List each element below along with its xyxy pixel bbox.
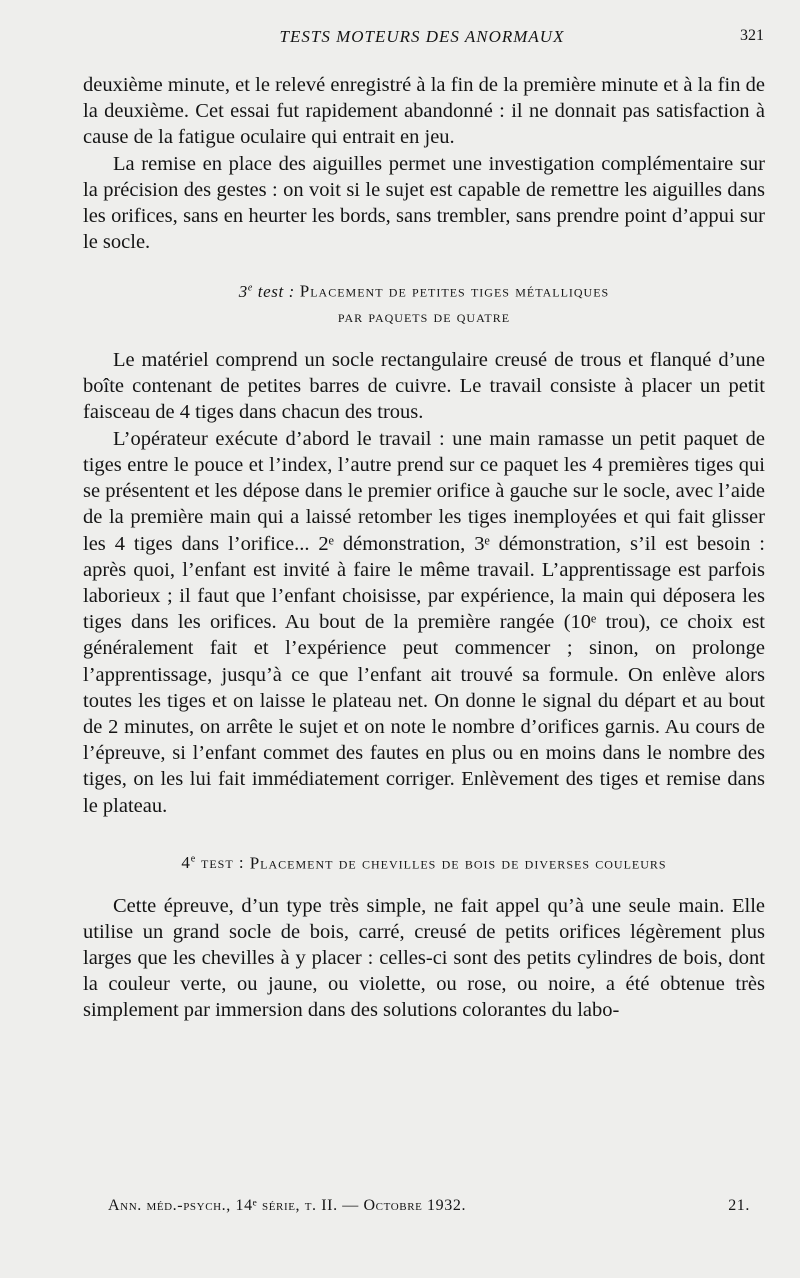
section-title-line1: Placement de petites tiges métalliques (299, 282, 610, 302)
running-title: TESTS MOTEURS DES ANORMAUX (279, 27, 565, 46)
section-heading-test-4 (83, 847, 765, 877)
page-header (80, 27, 764, 53)
page-number: 321 (740, 27, 764, 44)
body-text (83, 72, 765, 1024)
paragraph: La remise en place des aiguilles permet une investigation complémentaire sur la précision des gestes : on voit si le sujet est capable de remettre les aiguilles dans les orifices, sans en heurter les bords, sans trembler, sans prendre point d’appui sur le socle. (83, 152, 765, 254)
section-number: 3e test : (238, 282, 295, 302)
journal-reference: Ann. méd.-psych., 14ᵉ série, t. II. — Octobre 1932. (108, 1197, 467, 1214)
section-number: 4e test : (181, 853, 245, 873)
paragraph: Le matériel comprend un socle rectangulaire creusé de trous et flanqué d’une boîte contenant de petites barres de cuivre. Le travail consiste à placer un petit faisceau de 4 tiges dans chacun des trous. (83, 349, 765, 424)
page-footer (108, 1197, 750, 1221)
paragraph: L’opérateur exécute d’abord le travail : une main ramasse un petit paquet de tiges entre le pouce et l’index, l’autre prend sur ce paquet les 4 premières tiges qui se présentent et les dépose dans le premier orifice à gauche sur le socle, avec l’aide de la première main qui a laissé retomber les tiges inemployées et qui fait glisser les 4 tiges dans l’orifice... 2ᵉ démonstration, 3ᵉ démonstration, s’il est besoin : après quoi, l’enfant est invité à faire le même travail. L’apprentissage est parfois laborieux ; il faut que l’enfant choisisse, par expérience, la main qui déposera les tiges dans les orifices. Au bout de la première rangée (10ᵉ trou), ce choix est généralement fait et l’expérience peut commencer ; sinon, on prolonge l’apprentissage, jusqu’à ce que l’enfant ait trouvé sa formule. On enlève alors toutes les tiges et on laisse le plateau net. On donne le signal du départ et au bout de 2 minutes, on arrête le sujet et on note le nombre d’orifices garnis. Au cours de l’épreuve, si l’enfant commet des fautes en plus ou en moins dans le nombre des tiges, on les lui fait immédiatement corriger. Enlèvement des tiges et remise dans le plateau. (83, 427, 765, 817)
paragraph: deuxième minute, et le relevé enregistré à la fin de la première minute et à la fin de la deuxième. Cet essai fut rapidement abandonné : il ne donnait pas satisfaction à cause de la fatigue oculaire qui entrait en jeu. (83, 74, 765, 149)
signature-mark: 21. (728, 1197, 750, 1214)
section-title: Placement de chevilles de bois de diverses couleurs (249, 853, 667, 873)
section-heading-test-3 (83, 275, 765, 329)
paragraph: Cette épreuve, d’un type très simple, ne fait appel qu’à une seule main. Elle utilise un grand socle de bois, carré, creusé de petits orifices légèrement plus larges que les chevilles à y placer : celles-ci sont des petits cylindres de bois, dont la couleur verte, ou jaune, ou violette, ou rose, ou noire, a été obtenue très simplement par immersion dans des solutions colorantes du labo- (83, 894, 765, 1022)
section-title-line2: par paquets de quatre (337, 307, 511, 327)
